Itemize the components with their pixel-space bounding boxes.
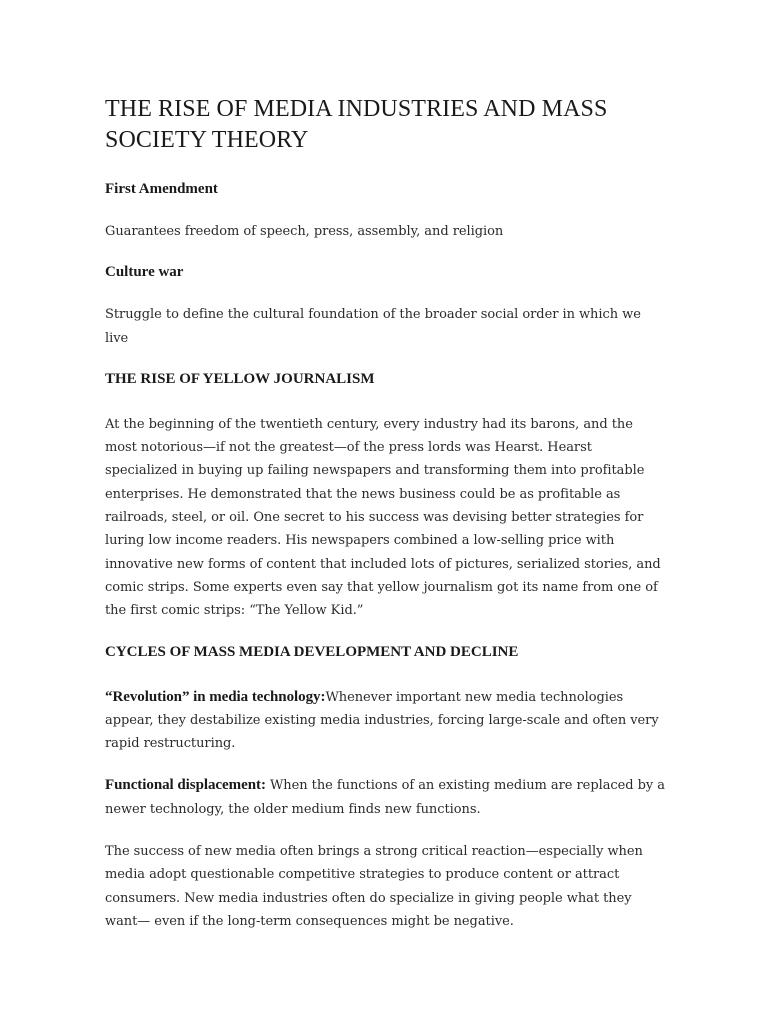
section-heading-culture-war: Culture war [105,264,184,281]
section-heading-yellow-journalism: THE RISE OF YELLOW JOURNALISM [105,370,375,387]
section-text-yellow-journalism: At the beginning of the twentieth century, every industry had its barons, and the most notorious—if not the greatest—of the press lords was Hearst. Hearst specialized in buying up failing newspapers and transforming them into profitable enterprises. He demonstrated that the news business could be as profitable as railroads, steel, or oil. One secret to his success was devising better strategies for luring low income readers. His newspapers combined a low-selling price with innovative new forms of content that included lots of pictures, serialized stories, and comic strips. Some experts even say that yellow journalism got its name from one of the first comic strips: “The Yellow Kid.” [105,416,661,619]
section-heading-media-cycles: CYCLES OF MASS MEDIA DEVELOPMENT AND DECLINE [105,643,519,660]
section-text-culture-war: Struggle to define the cultural foundation of the broader social order in which we live [105,307,641,346]
document-page [105,94,665,952]
closing-paragraph: The success of new media often brings a strong critical reaction—especially when media adopt questionable competitive strategies to produce content or attract consumers. New media industries often do specialize in giving people what they want— even if the long-term consequences might be negative. [105,844,643,929]
section-text-first-amendment: Guarantees freedom of speech, press, assembly, and religion [105,224,504,239]
term-label-revolution: “Revolution” in media technology: [105,688,326,705]
term-paragraph-functional-displacement [105,774,665,821]
document-title: THE RISE OF MEDIA INDUSTRIES AND MASS SOCIETY THEORY [105,96,608,153]
term-definition-revolution: Whenever important new media technologies appear, they destabilize existing media industries, forcing large-scale and often very rapid restructuring. [105,689,659,752]
term-label-functional-displacement: Functional displacement: [105,777,266,794]
term-paragraph-revolution [105,686,665,756]
term-definition-functional-displacement: When the functions of an existing medium are replaced by a newer technology, the older medium finds new functions. [105,778,665,817]
section-heading-first-amendment: First Amendment [105,181,218,197]
